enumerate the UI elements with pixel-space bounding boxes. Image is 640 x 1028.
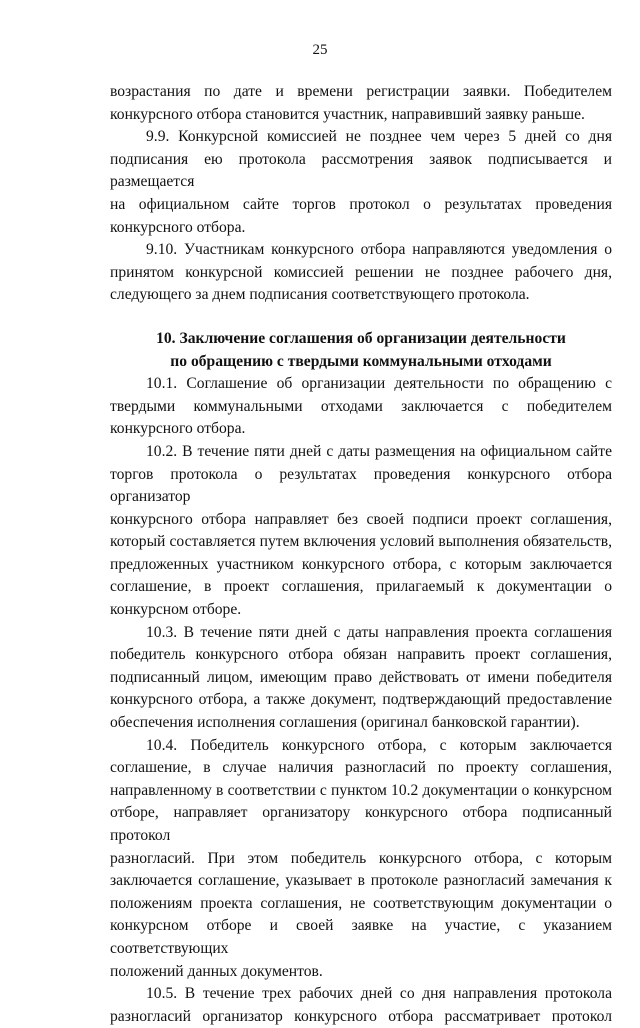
section-heading-line: по обращению с твердыми коммунальными отходами — [170, 352, 552, 370]
text-line: обеспечения исполнения соглашения (оригинал банковской гарантии). — [110, 714, 580, 732]
text-line: торгов протокола о результатах проведения конкурсного отбора организатор — [110, 465, 612, 506]
text-line: который составляется путем включения условий выполнения обязательств, — [110, 533, 612, 551]
text-line: разногласий. При этом победитель конкурсного отбора, с которым — [110, 849, 612, 867]
text-line: 10.2. В течение пяти дней с даты размещения на официальном сайте — [146, 442, 612, 460]
text-line: 9.10. Участникам конкурсного отбора направляются уведомления о — [146, 241, 612, 259]
text-line: конкурсного отбора. — [110, 218, 246, 236]
text-line: 10.1. Соглашение об организации деятельности по обращению с — [146, 375, 612, 393]
text-line: направленному в соответствии с пунктом 10.2 документации о конкурсном — [110, 781, 612, 799]
text-line: победитель конкурсного отбора обязан направить проект соглашения, — [110, 646, 612, 664]
text-line: твердыми коммунальными отходами заключается с победителем — [110, 397, 612, 415]
text-line: конкурсного отбора. — [110, 420, 246, 438]
text-line: отборе, направляет организатору конкурсного отбора подписанный протокол — [110, 804, 612, 844]
text-line: разногласий организатор конкурсного отбора рассматривает протокол — [110, 1007, 612, 1025]
text-line: соглашение, в случае наличия разногласий по проекту соглашения, — [110, 759, 612, 777]
text-line: конкурсного отбора становится участник, направивший заявку раньше. — [110, 105, 585, 123]
text-line: на официальном сайте торгов протокол о результатах проведения — [110, 195, 612, 213]
text-line: 9.9. Конкурсной комиссией не позднее чем через 5 дней со дня — [146, 128, 612, 146]
text-line: 10.3. В течение пяти дней с даты направления проекта соглашения — [146, 623, 612, 641]
text-line: подписанный лицом, имеющим право действовать от имени победителя — [110, 668, 612, 686]
text-line: 10.5. В течение трех рабочих дней со дня направления протокола — [146, 985, 612, 1003]
text-line: принятом конкурсной комиссией решении не позднее рабочего дня, — [110, 263, 612, 281]
document-body — [110, 81, 612, 1028]
text-line: конкурсного отбора, а также документ, подтверждающий предоставление — [110, 691, 612, 709]
section-heading-line: 10. Заключение соглашения об организации деятельности — [156, 329, 566, 347]
text-line: следующего за днем подписания соответствующего протокола. — [110, 286, 530, 304]
text-line: конкурсном отборе. — [110, 601, 242, 619]
text-line: заключается соглашение, указывает в протоколе разногласий замечания к — [110, 872, 612, 890]
page-number: 25 — [312, 42, 328, 58]
text-line: положений данных документов. — [110, 962, 323, 980]
text-line: конкурсном отборе и своей заявке на участие, с указанием соответствующих — [110, 917, 612, 957]
text-line: подписания ею протокола рассмотрения заявок подписывается и размещается — [110, 150, 612, 191]
text-line: соглашение, в проект соглашения, прилагаемый к документации о — [110, 578, 612, 596]
text-line: 10.4. Победитель конкурсного отбора, с которым заключается — [146, 736, 612, 754]
text-line: положениям проекта соглашения, не соответствующим документации о — [110, 894, 612, 912]
text-line: возрастания по дате и времени регистрации заявки. Победителем — [110, 83, 612, 100]
text-line: конкурсного отбора направляет без своей подписи проект соглашения, — [110, 510, 612, 528]
text-line: предложенных участником конкурсного отбора, с которым заключается — [110, 555, 612, 573]
